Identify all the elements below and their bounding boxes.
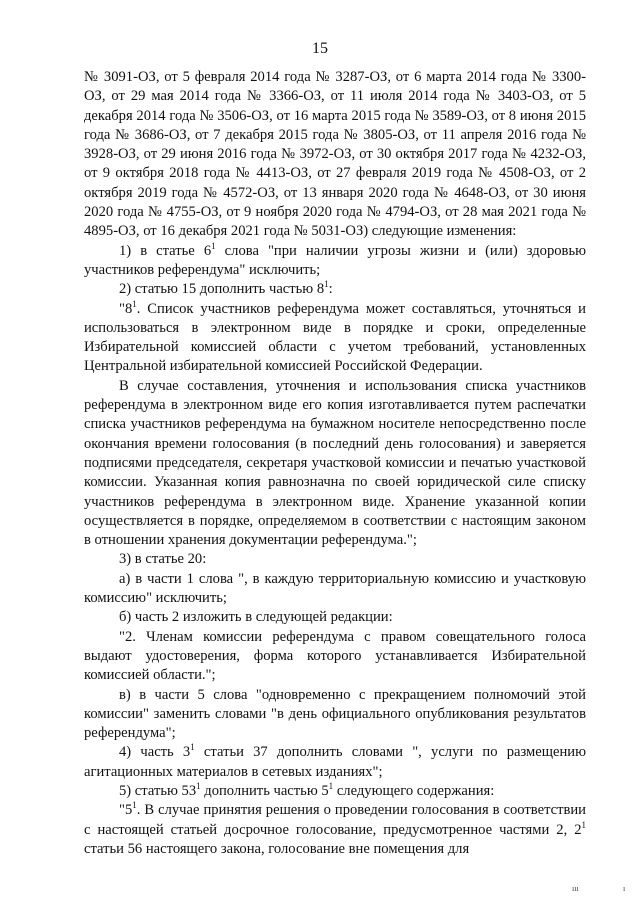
- paragraph-subitem-a: а) в части 1 слова ", в каждую территориальную комиссию и участковую комиссию" исключить;: [84, 570, 586, 607]
- paragraph-electronic-copy: В случае составления, уточнения и использования списка участников референдума в электронном виде его копия изготавливается путем распечатки списка участников референдума на бумажном носителе непосредственно после окончания времени голосования (в последний день голосования) и заверяется подписями председателя, секретаря участковой комиссии и печатью участковой комиссии. Указанная копия равнозначна по своей юридической силе списку участников референдума в электронном виде. Хранение указанной копии осуществляется в порядке, определяемом в соответствии с настоящим законом в отношении хранения документации референдума.";: [84, 377, 586, 549]
- paragraph-subitem-b: б) часть 2 изложить в следующей редакции:: [119, 609, 393, 626]
- paragraph-item-3: 3) в статье 20:: [119, 551, 207, 568]
- paragraph-part-2-text: "2. Членам комиссии референдума с правом совещательного голоса выдают удостоверения, форма которого устанавливается Избирательной комиссией области.";: [84, 628, 586, 684]
- scan-artifact-mark: ı: [623, 884, 626, 893]
- paragraph-part-5-1: "$5^1$. В случае принятия решения о проведении голосования в соответствии с настоящей статьей досрочное голосование, предусмотренное частями 2, $2^1$ статьи 56 настоящего закона, голосование вне помещения для: [84, 800, 586, 857]
- paragraph-item-1: 1) в статье $6^1$ слова "при наличии угрозы жизни и (или) здоровью участников референдума" исключить;: [84, 240, 587, 278]
- paragraph-amendment-list: № 3091-ОЗ, от 5 февраля 2014 года № 3287-ОЗ, от 6 марта 2014 года № 3300-ОЗ, от 29 мая 2014 года № 3366-ОЗ, от 11 июля 2014 года № 3403-ОЗ, от 5 декабря 2014 года № 3506-ОЗ, от 16 марта 2015 года № 3589-ОЗ, от 8 июня 2015 года № 3686-ОЗ, от 7 декабря 2015 года № 3805-ОЗ, от 11 апреля 2016 года № 3928-ОЗ, от 29 июня 2016 года № 3972-ОЗ, от 30 октября 2017 года № 4232-ОЗ, от 9 октября 2018 года № 4413-ОЗ, от 27 февраля 2019 года № 4508-ОЗ, от 2 октября 2019 года № 4572-ОЗ, от 13 января 2020 года № 4648-ОЗ, от 30 июня 2020 года № 4755-ОЗ, от 9 ноября 2020 года № 4794-ОЗ, от 28 мая 2021 года № 4895-ОЗ, от 16 декабря 2021 года № 5031-ОЗ) следующие изменения:: [84, 69, 586, 240]
- paragraph-item-5: 5) статью $53^1$ дополнить частью $5^1$ следующего содержания:: [119, 780, 495, 799]
- scan-artifact-mark: ııı: [572, 884, 579, 893]
- document-body: [84, 68, 586, 859]
- paragraph-subitem-v: в) в части 5 слова "одновременно с прекращением полномочий этой комиссии" заменить словами "в день официального опубликования результатов референдума";: [84, 686, 586, 742]
- paragraph-item-4: 4) часть $3^1$ статьи 37 дополнить словами ", услуги по размещению агитационных материалов в сетевых изданиях";: [84, 742, 586, 780]
- paragraph-item-2: 2) статью 15 дополнить частью $8^1$:: [119, 279, 333, 298]
- page-number: 15: [312, 40, 328, 57]
- paragraph-part-8-1: "$8^1$. Список участников референдума может составляться, уточняться и использоваться в электронном виде в порядке и сроки, определенные Избирательной комиссией области с учетом требований, установленных Центральной избирательной комиссией Российской Федерации.: [84, 298, 586, 375]
